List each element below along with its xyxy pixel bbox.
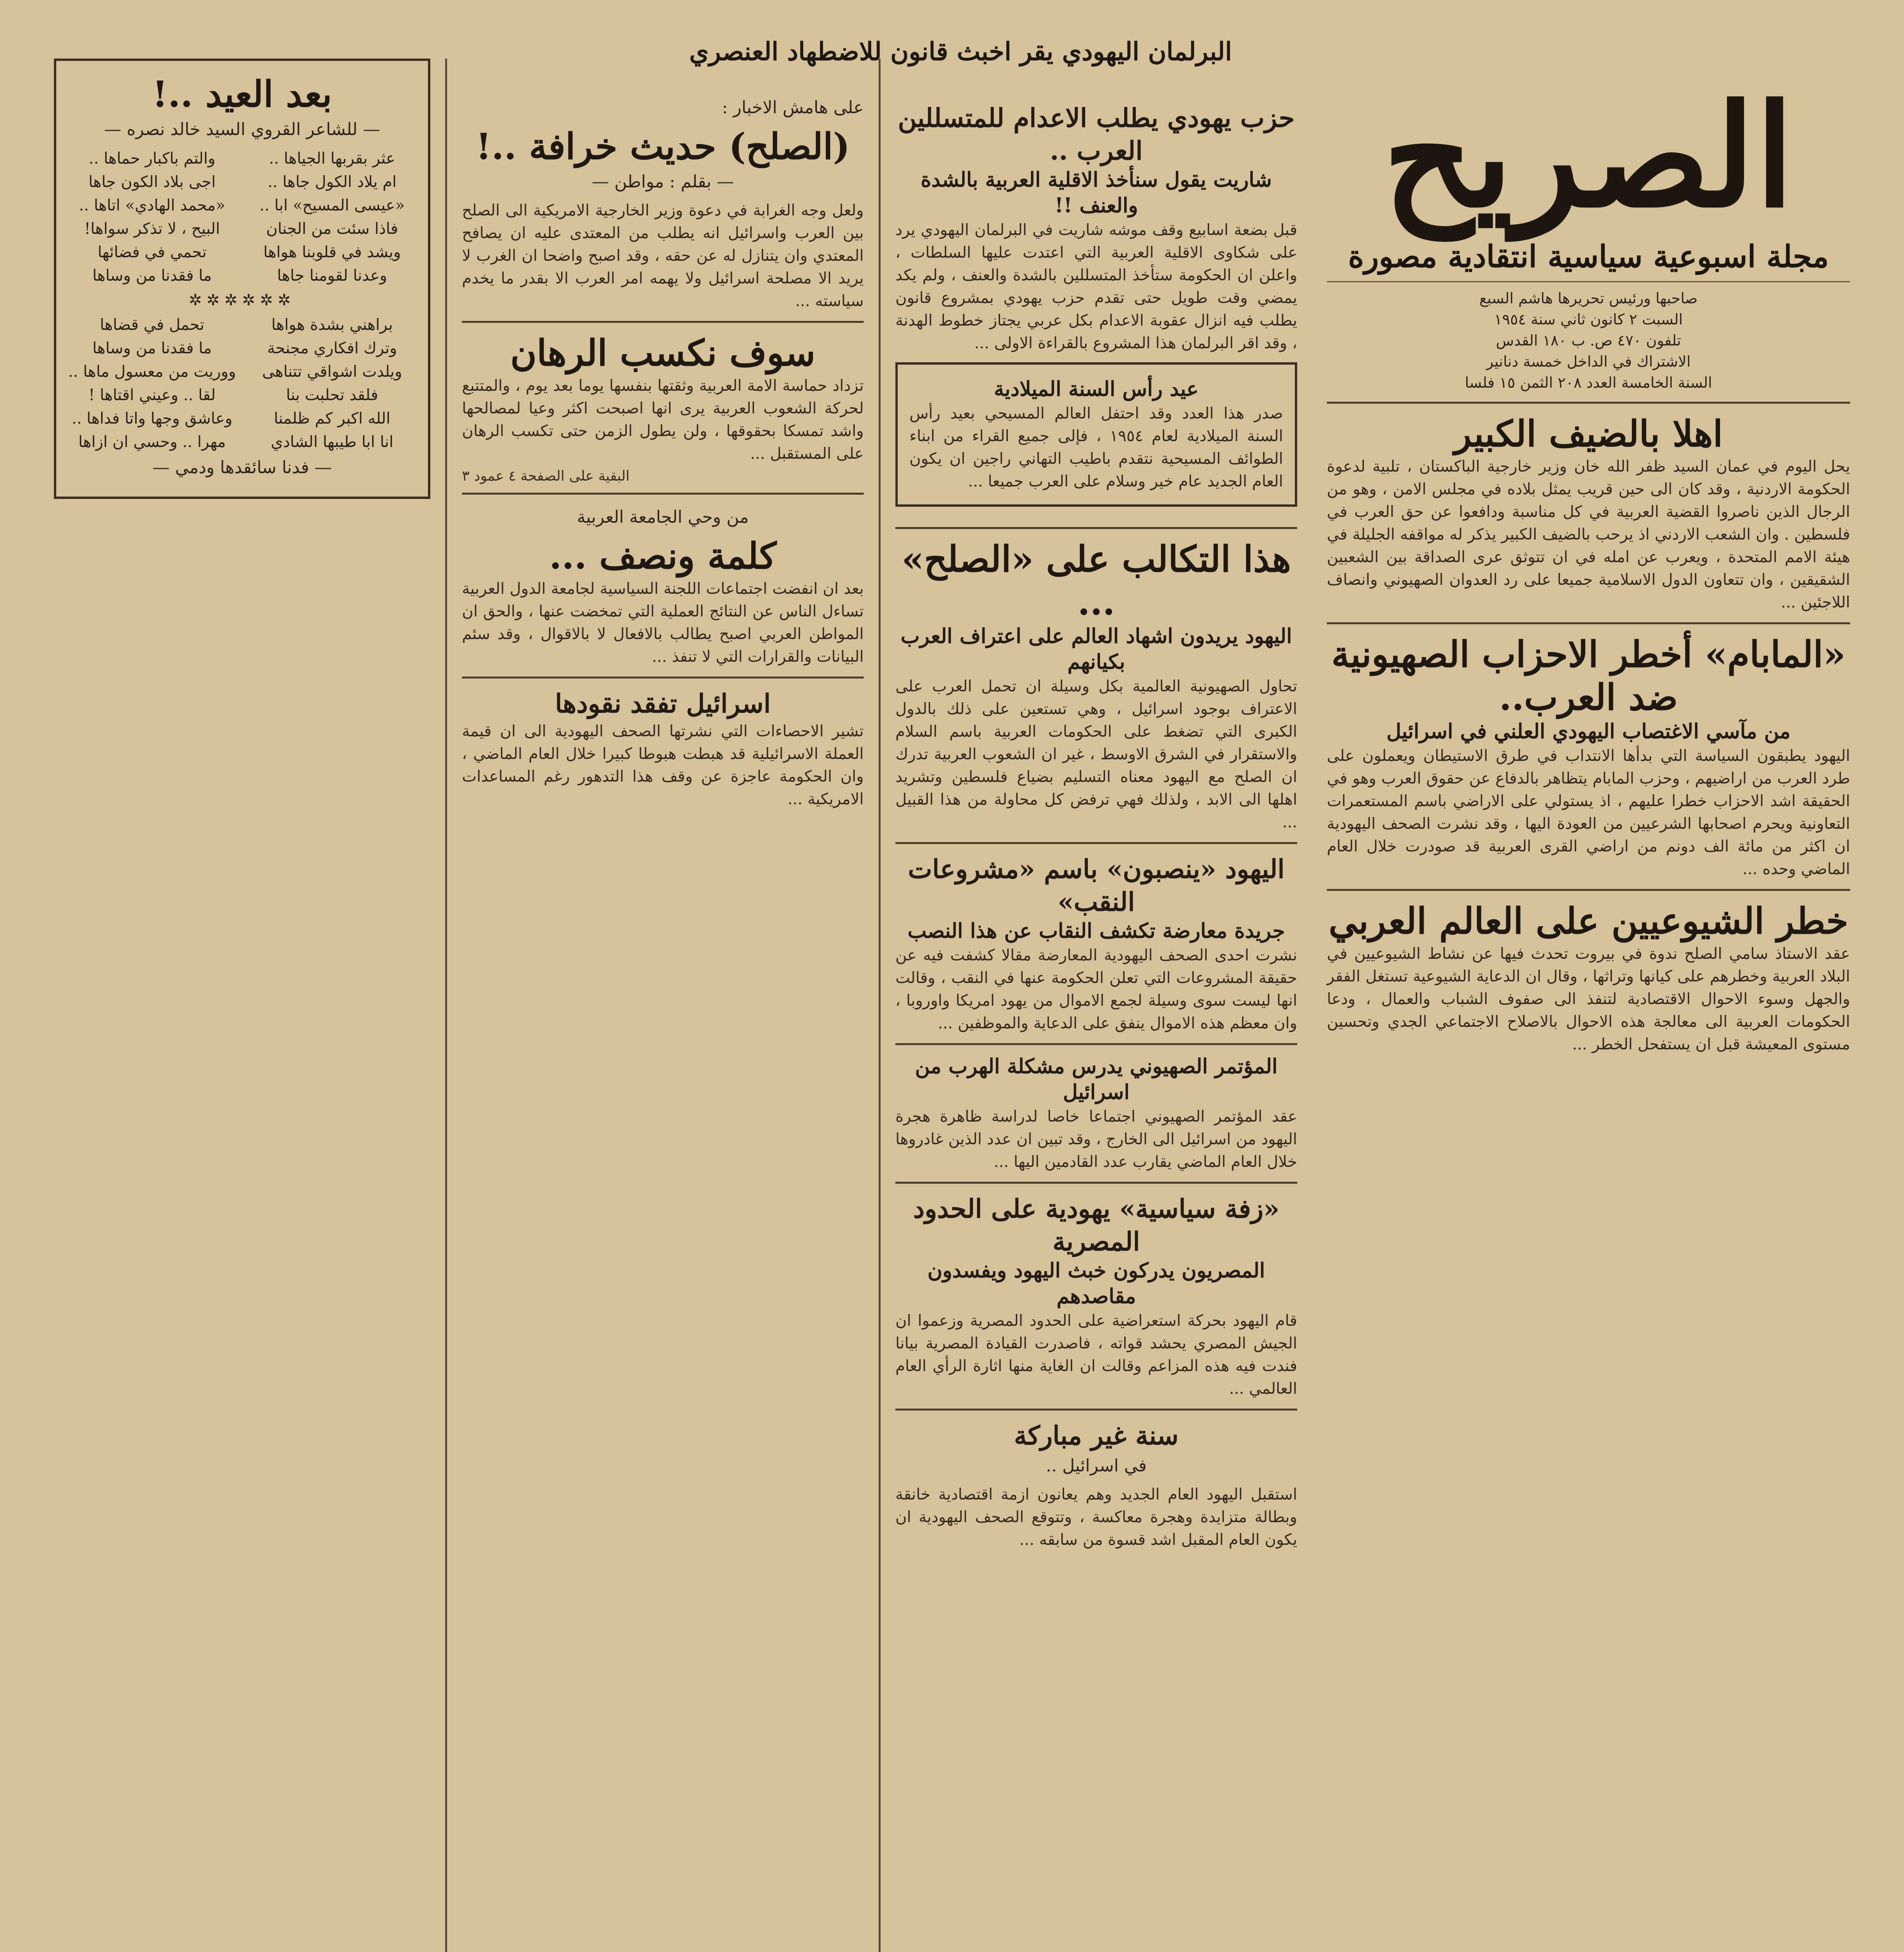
year-subheadline: في اسرائيل .. xyxy=(1046,1456,1147,1476)
poem-verse: الله اكبر كم ظلمنا xyxy=(274,410,390,427)
mapam-subheadline: من مآسي الاغتصاب اليهودي العلني في اسرائيل xyxy=(1386,720,1791,743)
peace-article: ولعل وجه الغرابة في دعوة وزير الخارجية الامريكية الى الصلح بين العرب واسرائيل انه يطلب من المعتدى عليه ان يصافح المعتدي وان يتنازل له عن حقه ، وقد اصبح واضحا ان الغرب لا يريد الا مصلحة اسرائيل ولا يهمه امر العرب الا بقدر ما يخدم سياسته ... xyxy=(462,201,864,310)
masthead-address: تلفون ٤٧٠ ص. ب ١٨٠ القدس xyxy=(1496,332,1681,349)
poem-left-column xyxy=(68,147,236,287)
bet-article: تزداد حماسة الامة العربية وثقتها بنفسها يوما بعد يوم ، والمتتبع لحركة الشعوب العربية يرى انها اصبحت اكثر وعيا لمصالحها واشد تمسكا بحقوقها ، ولن يطول الزمن حتى تكسب الرهان على المستقبل ... xyxy=(462,377,864,463)
border-article: قام اليهود بحركة استعراضية على الحدود المصرية وزعموا ان الجيش المصري يحشد قواته ، فاصدرت القيادة المصرية بيانا فندت فيه هذه المزاعم وقالت ان الغاية منها اثارة الرأي العام العالمي ... xyxy=(895,1312,1297,1398)
poem-author: — للشاعر القروي السيد خالد نصره — xyxy=(104,119,380,139)
poem-verse: وترك افكاري مجنحة xyxy=(267,339,397,357)
masthead-tagline: مجلة اسبوعية سياسية انتقادية مصورة xyxy=(1348,239,1829,274)
poem-separator: ✲✲✲✲✲✲ xyxy=(189,291,296,309)
poem-verse: ويشد في قلوبنا هواها xyxy=(263,243,401,261)
poem-verse: تحمي في فضائها xyxy=(97,243,207,261)
masthead-subscription: الاشتراك في الداخل خمسة دنانير xyxy=(1486,353,1691,370)
arab-league-label: من وحي الجامعة العربية xyxy=(577,507,749,527)
lead-headline: حزب يهودي يطلب الاعدام للمتسللين العرب .. xyxy=(898,103,1295,166)
welcome-article: يحل اليوم في عمان السيد ظفر الله خان وزير خارجية الباكستان ، تلبية لدعوة الحكومة الاردنية ، وقد كان الى حين قريب يمثل بلاده في مجلس الامن ، وهو من الرجال الذين ناصروا القضية العربية في كل مناسبة ودافعوا عن حق العرب في فلسطين . وان الشعب الاردني اذ يرحب بالضيف الكبير يذكر له مواقفه الجليلة في هيئة الامم المتحدة ، ويعرب عن امله في ان تتوثق عرى الصداقة بين الشعبين الشقيقين ، وان تتعاون الدول الاسلامية جميعا على رد العدوان الصهيوني وانصاف اللاجئين ... xyxy=(1327,458,1851,611)
word-article: بعد ان انفضت اجتماعات اللجنة السياسية لجامعة الدول العربية تساءل الناس عن النتائج العملية التي تمخضت عنها ، والحق ان المواطن العربي اصبح يطالب بالافعال لا بالاقوال ، وقد سئم البيانات والقرارات التي لا تنفذ ... xyxy=(462,580,864,666)
poem-verse: براهني بشدة هواها xyxy=(271,316,393,334)
negev-subheadline: جريدة معارضة تكشف النقاب عن هذا النصب xyxy=(907,919,1285,943)
border-subheadline: المصريون يدركون خبث اليهود ويفسدون مقاصدهم xyxy=(927,1259,1265,1308)
poem-verse: ما فقدنا من وساها xyxy=(92,339,212,357)
lead-article: قبل بضعة اسابيع وقف موشه شاريت في البرلمان اليهودي يرد على شكاوى الاقلية العربية التي اعتدت عليها السلطات ، واعلن ان الحكومة ستأخذ المتسللين بالشدة والعنف ، ولم يكد يمضي وقت طويل حتى تقدم حزب يهودي بمشروع قانون يطلب فيه انزال عقوبة الاعدام بكل عربي يجتاز خطوط الهدنة ، وقد اقر البرلمان هذا المشروع بالقراءة الاولى ... xyxy=(895,221,1297,352)
mapam-headline: «المابام» أخطر الاحزاب الصهيونية ضد العرب.. xyxy=(1331,633,1846,718)
poem-box xyxy=(54,59,430,499)
new-year-box xyxy=(895,362,1297,507)
year-article: استقبل اليهود العام الجديد وهم يعانون ازمة اقتصادية خانقة وبطالة متزايدة وهجرة معاكسة ، وتتوقع الصحف اليهودية ان يكون العام المقبل اشد قسوة من سابقه ... xyxy=(895,1485,1297,1549)
negev-headline: اليهود «ينصبون» باسم «مشروعات النقب» xyxy=(908,854,1285,917)
poem-verse: فاذا سئت من الجنان xyxy=(266,220,398,238)
new-year-text: صدر هذا العدد وقد احتفل العالم المسيحي بعيد رأس السنة الميلادية لعام ١٩٥٤ ، فإلى جميع القراء من ابناء الطوائف المسيحية نتقدم باطيب التهاني راجين ان يكون العام الجديد عام خير وسلام على العرب جميعا ... xyxy=(909,404,1283,490)
poem-verse: فلقد تحلبت بنا xyxy=(286,386,378,404)
plot-headline: هذا التكالب على «الصلح» ... xyxy=(901,538,1291,623)
word-headline: كلمة ونصف ... xyxy=(549,535,777,577)
peace-author: — بقلم : مواطن — xyxy=(592,172,734,192)
poem-verse: اجى بلاد الكون جاها xyxy=(88,173,216,191)
poem-verse: ام يلاد الكول جاها .. xyxy=(267,173,397,191)
year-headline: سنة غير مباركة xyxy=(1014,1420,1179,1451)
poem-right-column-2 xyxy=(248,313,416,454)
welcome-headline: اهلا بالضيف الكبير xyxy=(1454,413,1723,455)
poem-verse: تحمل في قضاها xyxy=(100,316,205,334)
columns xyxy=(39,59,1865,1952)
poem-verse: والتم باكبار حماها .. xyxy=(89,150,216,167)
column-poem xyxy=(39,59,445,1952)
poem-verse: لقا .. وعيني اقتاها ! xyxy=(88,386,216,404)
column-opinion xyxy=(445,59,879,1952)
negev-article: نشرت احدى الصحف اليهودية المعارضة مقالا كشفت فيه عن حقيقة المشروعات التي تعلن الحكومة عنها في النقب ، وقالت انها ليست سوى وسيلة لجمع الاموال من يهود امريكا واوروبا ، وان معظم هذه الاموال ينفق على الدعاية والموظفين ... xyxy=(895,946,1297,1032)
lead-subheadline: شاريت يقول سنأخذ الاقلية العربية بالشدة والعنف !! xyxy=(920,168,1272,217)
loss-article: تشير الاحصاءات التي نشرتها الصحف اليهودية الى ان قيمة العملة الاسرائيلية قد هبطت هبوطا كبيرا خلال العام الماضي ، وان الحكومة عاجزة عن وقف هذا التدهور رغم المساعدات الامريكية ... xyxy=(462,722,864,808)
new-year-title: عيد رأس السنة الميلادية xyxy=(994,377,1199,401)
masthead-issue: السنة الخامسة العدد ٢٠٨ الثمن ١٥ فلسا xyxy=(1465,374,1712,391)
news-margin-label: على هامش الاخبار : xyxy=(722,98,864,118)
masthead-owner: صاحبها ورئيس تحريرها هاشم السبع xyxy=(1479,290,1698,307)
mapam-article: اليهود يطبقون السياسة التي بدأها الانتداب في طرق الاستيطان ويعملون على طرد العرب من اراضيهم ، وحزب المابام يتظاهر بالدفاع عن حقوق العرب وهو في الحقيقة اشد الاحزاب خطرا عليهم ، اذ يستولي على الاراضي باسم المستعمرات التعاونية ويحرم اصحابها الشرعيين من العودة اليها ، وقد نشرت الصحف اليهودية ان اكثر من مائة الف دونم من اراضي القرى العربية قد صودرت خلال العام الماضي وحده ... xyxy=(1327,747,1850,878)
poem-left-column-2 xyxy=(68,313,236,454)
poem-verse: وعدنا لقومنا جاها xyxy=(277,267,387,285)
plot-subheadline: اليهود يريدون اشهاد العالم على اعتراف العرب بكيانهم xyxy=(900,624,1292,674)
loss-headline: اسرائيل تفقد نقودها xyxy=(555,688,771,719)
poem-verse: عثر بقربها الجياها .. xyxy=(269,150,396,167)
poem-verses-2 xyxy=(68,313,416,454)
poem-verse: «محمد الهادي» اتاها .. xyxy=(79,196,225,214)
poem-verse: وعاشق وجها واتا فداها .. xyxy=(71,410,233,427)
column-masthead xyxy=(1312,59,1865,1952)
top-headline: البرلمان اليهودي يقر اخبث قانون للاضطهاد العنصري xyxy=(689,37,1232,66)
poem-title: بعد العيد ..! xyxy=(152,73,332,115)
bet-headline: سوف نكسب الرهان xyxy=(510,332,816,374)
poem-verse: ووريت من معسول ماها .. xyxy=(68,363,236,381)
masthead-logo: الصريح xyxy=(1383,73,1794,239)
poem-end: — فدنا سائقدها ودمي — xyxy=(152,458,332,477)
poem-right-column xyxy=(248,147,416,287)
poem-verse: انا ابا طيبها الشادي xyxy=(271,433,394,451)
poem-verse: مهرا .. وحسي ان ازاها xyxy=(78,433,226,451)
zionist-congress-article: عقد المؤتمر الصهيوني اجتماعا خاصا لدراسة ظاهرة هجرة اليهود من اسرائيل الى الخارج ، وقد تبين ان عدد الذين غادروها خلال العام الماضي يقارب عدد القادمين اليها ... xyxy=(895,1108,1297,1171)
continued-note: البقية على الصفحة ٤ عمود ٣ xyxy=(462,468,630,484)
communists-article: عقد الاستاذ سامي الصلح ندوة في بيروت تحدث فيها عن نشاط الشيوعيين في البلاد العربية وخطرهم على كيانها وتراثها ، وقال ان الدعاية الشيوعية تستغل الفقر والجهل وسوء الاحوال الاقتصادية لتنفذ الى صفوف الشباب والعمال ، ودعا الحكومات العربية الى معالجة هذه الاحوال بالاصلاح الاجتماعي الجدي وتحسين مستوى المعيشة قبل ان يستفحل الخطر ... xyxy=(1327,945,1850,1053)
poem-verse: ويلدت اشواقي تتناهى xyxy=(262,363,402,381)
communists-headline: خطر الشيوعيين على العالم العربي xyxy=(1328,900,1849,942)
poem-verse: البيح ، لا تذكر سواها! xyxy=(84,220,220,238)
poem-verse: ما فقدنا من وساها xyxy=(92,267,212,285)
column-lead xyxy=(879,59,1312,1952)
peace-headline: (الصلح) حديث خرافة ..! xyxy=(476,125,850,167)
masthead-date: السبت ٢ كانون ثاني سنة ١٩٥٤ xyxy=(1494,311,1683,328)
border-headline: «زفة سياسية» يهودية على الحدود المصرية xyxy=(913,1193,1280,1257)
poem-verse: «عيسى المسيح» ابا .. xyxy=(259,196,405,214)
zionist-congress-headline: المؤتمر الصهيوني يدرس مشكلة الهرب من اسرائيل xyxy=(915,1054,1278,1104)
poem-verses-1 xyxy=(68,147,416,287)
plot-article: تحاول الصهيونية العالمية بكل وسيلة ان تحمل العرب على الاعتراف بوجود اسرائيل ، وهي تستعين على ذلك بالدول الكبرى التي تضغط على الحكومات العربية باسم السلام والاستقرار في الشرق الاوسط ، غير ان الشعوب العربية تدرك ان الصلح مع اليهود معناه التسليم بضياع فلسطين وتشريد اهلها الى الابد ، ولذلك فهي ترفض كل محاولة من هذا القبيل ... xyxy=(895,677,1297,831)
